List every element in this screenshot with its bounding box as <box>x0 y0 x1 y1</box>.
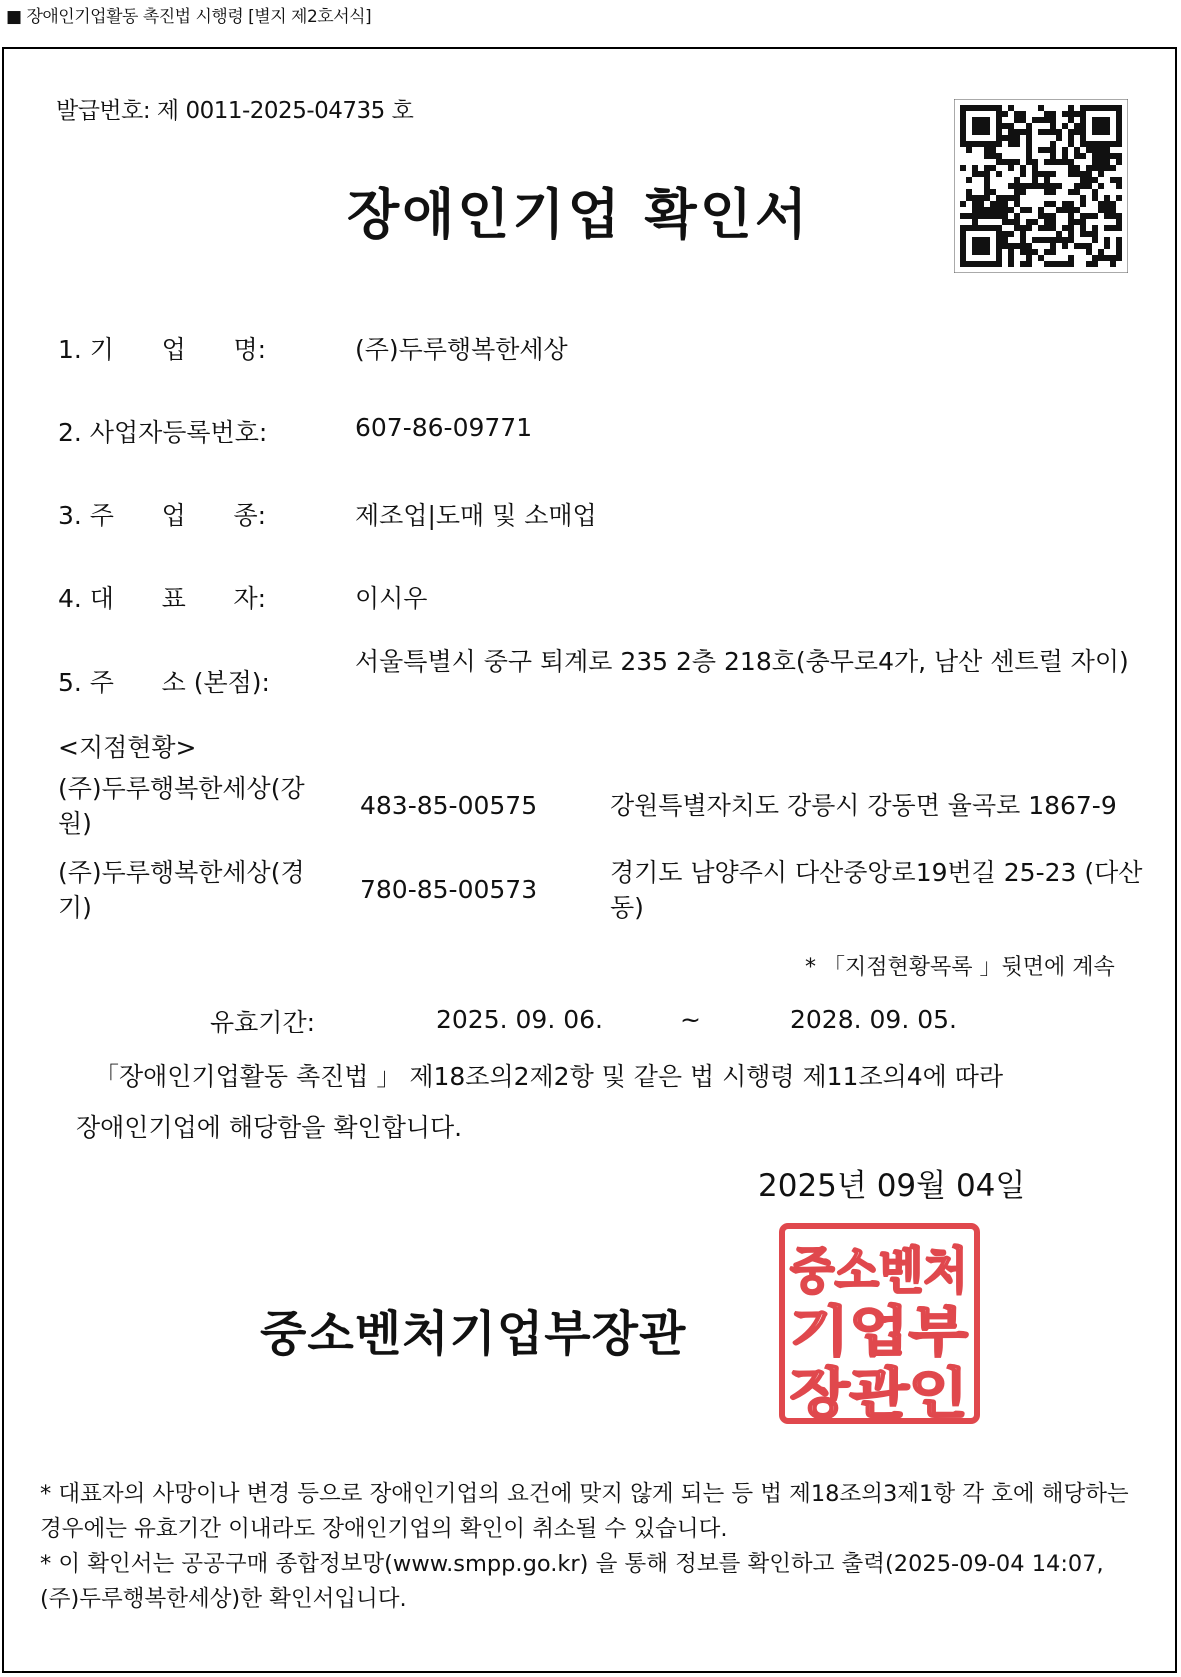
seal-text-line: 중소벤처 <box>790 1242 968 1300</box>
issuer-title: 중소벤처기업부장관 <box>260 1306 687 1362</box>
validity-end-date: 2028. 09. 05. <box>790 1005 957 1034</box>
footnotes <box>40 1477 1140 1617</box>
validity-label: 유효기간: <box>210 1008 316 1037</box>
issue-number: 발급번호: 제 0011-2025-04735 호 <box>56 98 414 124</box>
branch-list-header: <지점현황> <box>58 733 197 762</box>
legal-basis-line: 「장애인기업활동 촉진법 」 제18조의2제2항 및 같은 법 시행령 제11조의4에 따라 <box>94 1062 1004 1091</box>
field-label-business-reg-no: 2. 사업자등록번호: <box>58 418 268 447</box>
footnote-item: * 이 확인서는 공공구매 종합정보망(www.smpp.go.kr) 을 통해 정보를 확인하고 출력(2025-09-04 14:07, (주)두루행복한세상)한 확인서입니다. <box>40 1551 1104 1612</box>
form-reference-note: ■ 장애인기업활동 촉진법 시행령 [별지 제2호서식] <box>6 7 372 27</box>
field-label-main-business: 3. 주 업 종: <box>58 501 267 530</box>
validity-start-date: 2025. 09. 06. <box>436 1005 603 1034</box>
validity-separator: ~ <box>680 1005 701 1034</box>
branch-continued-note: * 「지점현황목록 」뒷면에 계속 <box>805 955 1115 980</box>
footnote-item: * 대표자의 사망이나 변경 등으로 장애인기업의 요건에 맞지 않게 되는 등 법 제18조의3제1항 각 호에 해당하는 경우에는 유효기간 이내라도 장애인기업의 확인이 취소될 수 있습니다. <box>40 1481 1129 1542</box>
branch-reg-no: 780-85-00573 <box>360 875 538 904</box>
field-label-address: 5. 주 소 (본점): <box>58 668 270 697</box>
field-label-company-name: 1. 기 업 명: <box>58 335 267 364</box>
field-value-company-name: (주)두루행복한세상 <box>355 335 568 364</box>
seal-text-line: 장관인 <box>790 1362 968 1425</box>
title-text: 장애인기업 확인서 <box>346 183 811 246</box>
branch-address: 강원특별자치도 강릉시 강동면 율곡로 1867-9 <box>610 791 1117 820</box>
official-seal-stamp <box>778 1222 981 1425</box>
field-value-business-reg-no: 607-86-09771 <box>355 413 533 442</box>
branch-address: 경기도 남양주시 다산중앙로19번길 25-23 (다산동) <box>610 858 1143 922</box>
branch-name: (주)두루행복한세상(강원) <box>58 774 305 838</box>
issue-date: 2025년 09월 04일 <box>758 1168 1026 1204</box>
field-value-main-business: 제조업|도매 및 소매업 <box>355 501 597 530</box>
field-value-representative: 이시우 <box>355 584 428 613</box>
qr-code-icon <box>954 99 1128 273</box>
seal-text-line: 기업부 <box>790 1300 968 1363</box>
confirmation-statement: 장애인기업에 해당함을 확인합니다. <box>76 1113 463 1142</box>
field-label-representative: 4. 대 표 자: <box>58 584 267 613</box>
branch-reg-no: 483-85-00575 <box>360 791 538 820</box>
branch-name: (주)두루행복한세상(경기) <box>58 858 305 922</box>
field-value-address: 서울특별시 중구 퇴계로 235 2층 218호(충무로4가, 남산 센트럴 자이) <box>355 647 1129 676</box>
